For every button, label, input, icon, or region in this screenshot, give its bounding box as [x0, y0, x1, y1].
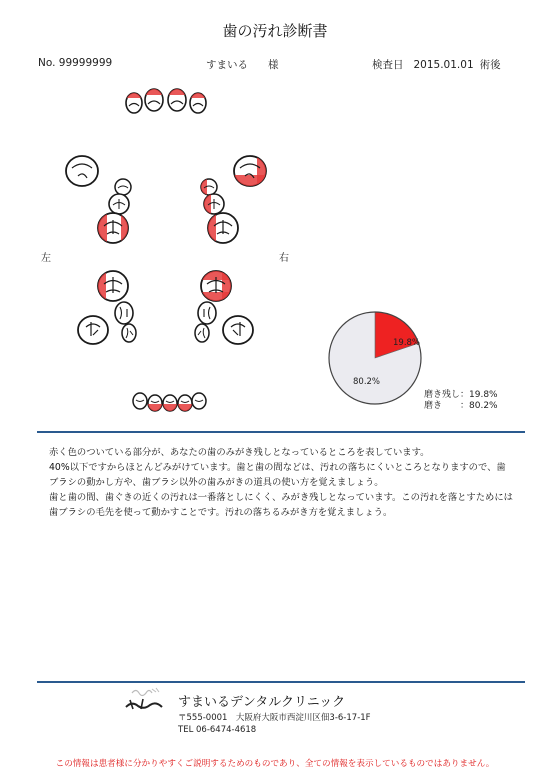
chart-left-label: 左 — [41, 253, 51, 264]
tooth-upper-left-premolar-1 — [115, 179, 131, 195]
pie-label-remaining: 19.8% — [393, 338, 421, 348]
footer-disclaimer: この情報は患者様に分かりやすくご説明するためのものであり、全ての情報を表示しているものではありません。 — [55, 759, 495, 769]
patient-name: すまいる — [206, 59, 248, 71]
tooth-upper-left-molar — [66, 156, 98, 186]
tooth-upper-left-premolar-2 — [109, 194, 129, 214]
exam-label: 検査日 — [372, 59, 404, 71]
pie-label-brushed: 80.2% — [353, 377, 381, 387]
tooth-lower-right-molar-2 — [223, 316, 253, 344]
record-number: No. 99999999 — [38, 57, 113, 69]
patient-suffix: 様 — [268, 59, 279, 71]
tooth-lower-incisor-3 — [162, 395, 178, 412]
tooth-upper-incisor-1 — [124, 91, 144, 113]
tooth-lower-incisor-2 — [147, 395, 163, 412]
plaque-pie-chart — [325, 308, 425, 408]
tooth-upper-right-premolar-2 — [203, 193, 224, 215]
clinic-logo — [118, 683, 174, 713]
tooth-lower-incisor-4 — [177, 395, 193, 412]
tooth-lower-right-premolar-2 — [195, 324, 209, 342]
tooth-lower-incisor-5 — [192, 393, 206, 409]
clinic-name: すまいるデンタルクリニック — [178, 695, 346, 710]
tooth-lower-left-molar-1 — [96, 270, 128, 302]
tooth-upper-left-molar-2 — [96, 212, 130, 244]
explanation-paragraph: 歯と歯の間、歯ぐきの近くの汚れは一番落としにくく、みがき残しとなっています。この汚れを落とすためには歯ブラシの毛先を使って動かすことです。汚れの落ちるみがき方を覚えましょう。 — [49, 492, 513, 518]
tooth-lower-left-molar-2 — [78, 316, 108, 344]
legend-entry-remaining: 磨き残し：19.8% — [424, 390, 498, 400]
clinic-phone: TEL 06-6474-4618 — [178, 725, 257, 735]
tooth-upper-incisor-4 — [188, 91, 208, 113]
tooth-lower-right-premolar-1 — [198, 302, 216, 324]
document-title: 歯の汚れ診断書 — [222, 22, 328, 40]
explanation-paragraph: 40%以下ですからほとんどみがけています。歯と歯の間などは、汚れの落ちにくいところとなりますので、歯ブラシの動かし方や、歯ブラシ以外の歯みがきの道具の使い方を覚えましょう。 — [49, 462, 506, 488]
tooth-upper-right-molar-2 — [206, 212, 238, 244]
tooth-lower-incisor-1 — [133, 393, 147, 409]
tooth-lower-left-premolar-2 — [122, 324, 136, 342]
exam-date: 2015.01.01 — [413, 59, 474, 71]
clinic-address: 〒555-0001 大阪府大阪市西淀川区佃3-6-17-1F — [178, 713, 371, 723]
tooth-upper-right-molar — [233, 155, 267, 187]
explanation-paragraph: 赤く色のついている部分が、あなたの歯のみがき残しとなっているところを表しています。 — [49, 447, 430, 458]
tooth-upper-incisor-3 — [166, 87, 188, 111]
explanation-box — [37, 431, 525, 683]
chart-right-label: 右 — [279, 253, 289, 264]
tooth-upper-incisor-2 — [143, 87, 165, 111]
tooth-lower-left-premolar-1 — [115, 302, 133, 324]
exam-timing: 術後 — [479, 59, 501, 71]
legend-entry-brushed: 磨き ：80.2% — [424, 401, 498, 411]
tooth-lower-right-molar-1 — [199, 270, 233, 302]
